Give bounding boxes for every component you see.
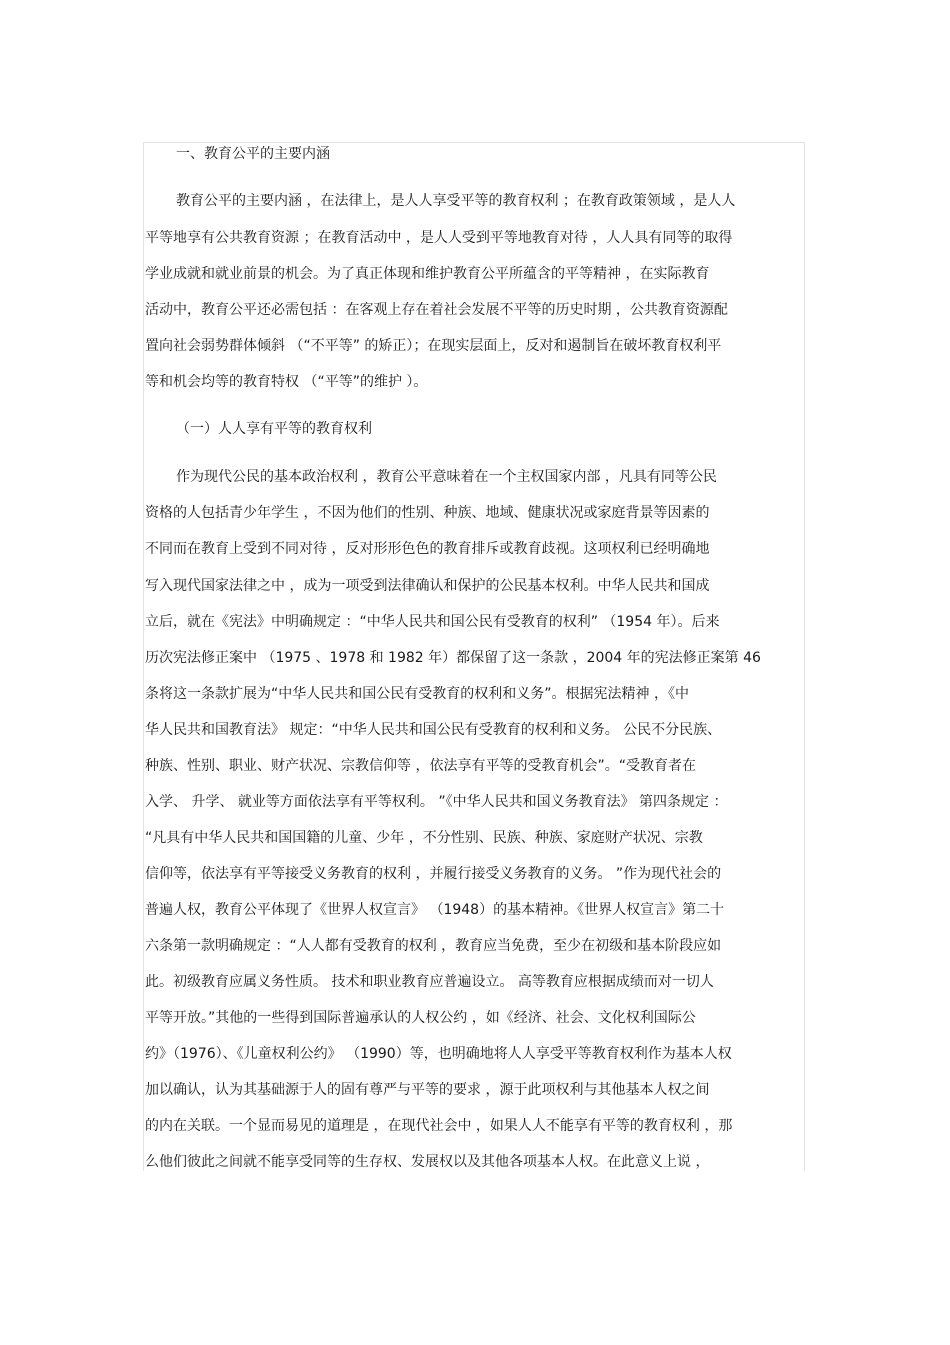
paragraph-line: 写入现代国家法律之中 ，成为一项受到法律确认和保护的公民基本权利。中华人民共和国成 bbox=[145, 578, 710, 594]
paragraph-line: 不同而在教育上受到不同对待 ，反对形形色色的教育排斥或教育歧视。这项权利已经明确地 bbox=[145, 541, 710, 557]
paragraph-line: 条将这一条款扩展为“中华人民共和国公民有受教育的权利和义务”。根据宪法精神 ，《中 bbox=[145, 686, 689, 702]
paragraph-line: 教育公平的主要内涵 ，在法律上，是人人享受平等的教育权利 ；在教育政策领域 ，是人人 bbox=[176, 193, 736, 209]
paragraph-line: 活动中，教育公平还必需包括 ：在客观上存在着社会发展不平等的历史时期 ，公共教育资源配 bbox=[145, 302, 728, 318]
paragraph-line: 历次宪法修正案中 （1975 、1978 和 1982 年）都保留了这一条款 ，2004 年的宪法修正案第 46 bbox=[145, 650, 761, 666]
paragraph-line: 学业成就和就业前景的机会。为了真正体现和维护教育公平所蕴含的平等精神 ，在实际教育 bbox=[145, 266, 710, 282]
paragraph-line: 立后，就在《宪法》中明确规定 ：“中华人民共和国公民有受教育的权利” （1954 年）。后来 bbox=[145, 614, 720, 630]
paragraph-line: 种族、性别、职业、财产状况、宗教信仰等 ，依法享有平等的受教育机会”。“受教育者在 bbox=[145, 758, 696, 774]
paragraph-line: 么他们彼此之间就不能享受同等的生存权、发展权以及其他各项基本人权。在此意义上说 ， bbox=[145, 1154, 710, 1170]
paragraph-line: 华人民共和国教育法》 规定：“中华人民共和国公民有受教育的权利和义务。 公民不分民族、 bbox=[145, 722, 722, 738]
paragraph-line: 加以确认，认为其基础源于人的固有尊严与平等的要求 ，源于此项权利与其他基本人权之间 bbox=[145, 1082, 710, 1098]
paragraph-line: 此。初级教育应属义务性质。 技术和职业教育应普遍设立。 高等教育应根据成绩而对一切人 bbox=[145, 974, 714, 990]
paragraph-line: 六条第一款明确规定 ：“人人都有受教育的权利 ，教育应当免费，至少在初级和基本阶段应如 bbox=[145, 938, 722, 954]
paragraph-line: 约》（1976）、《儿童权利公约》 （1990）等，也明确地将人人享受平等教育权利作为基本人权 bbox=[145, 1046, 732, 1062]
paragraph-line: 入学、 升学、 就业等方面依法享有平等权利。 ”《中华人民共和国义务教育法》 第四条规定 ： bbox=[145, 794, 728, 810]
paragraph-line: 作为现代公民的基本政治权利 ，教育公平意味着在一个主权国家内部 ，凡具有同等公民 bbox=[176, 469, 717, 485]
section-heading: 一、教育公平的主要内涵 bbox=[176, 146, 330, 162]
paragraph-line: “凡具有中华人民共和国国籍的儿童、少年 ，不分性别、民族、种族、家庭财产状况、宗教 bbox=[145, 830, 703, 846]
subsection-heading: （一）人人享有平等的教育权利 bbox=[176, 421, 372, 437]
paragraph-line: 平等开放。”其他的一些得到国际普遍承认的人权公约 ，如《经济、社会、文化权利国际公 bbox=[145, 1010, 696, 1026]
paragraph-line: 普遍人权，教育公平体现了《世界人权宣言》 （1948）的基本精神。《世界人权宣言》第二十 bbox=[145, 902, 725, 918]
paragraph-line: 资格的人包括青少年学生 ，不因为他们的性别、种族、地域、健康状况或家庭背景等因素的 bbox=[145, 505, 710, 521]
paragraph-line: 置向社会弱势群体倾斜 （“不平等” 的矫正）；在现实层面上，反对和遏制旨在破坏教育权利平 bbox=[145, 338, 722, 354]
paragraph-line: 平等地享有公共教育资源 ；在教育活动中 ，是人人受到平等地教育对待 ，人人具有同等的取得 bbox=[145, 230, 733, 246]
paragraph-line: 信仰等，依法享有平等接受义务教育的权利 ，并履行接受义务教育的义务。 ”作为现代社会的 bbox=[145, 866, 722, 882]
paragraph-line: 等和机会均等的教育特权 （“平等”的维护 ）。 bbox=[145, 374, 428, 390]
paragraph-line: 的内在关联。一个显而易见的道理是 ，在现代社会中 ，如果人人不能享有平等的教育权利 ，那 bbox=[145, 1118, 733, 1134]
